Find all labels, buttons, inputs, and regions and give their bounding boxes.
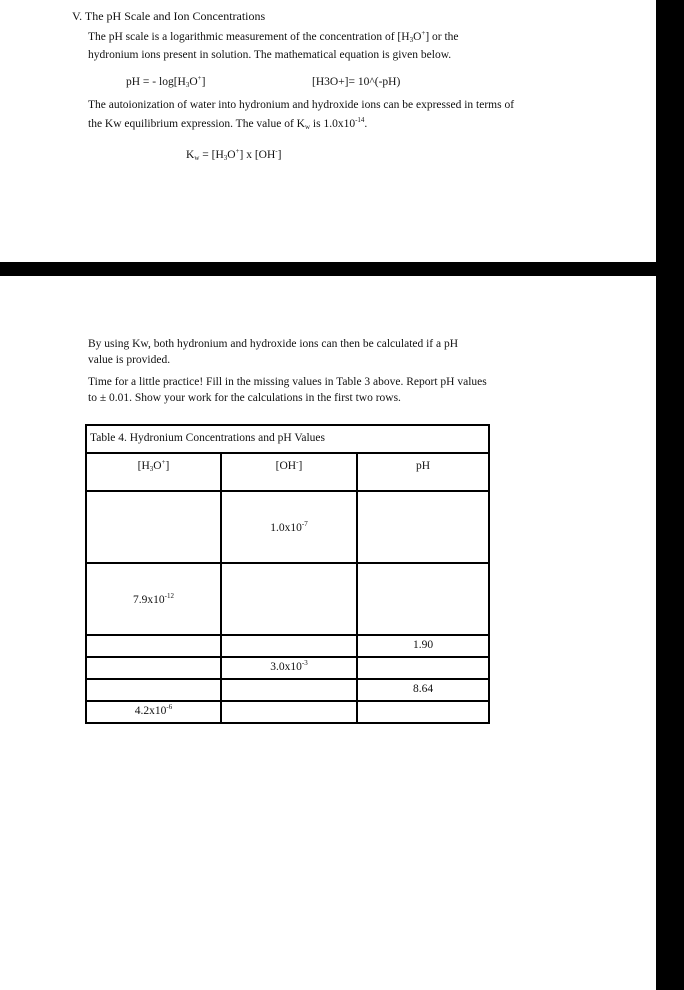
practice-line3: Time for a little practice! Fill in the missing values in Table 3 above. Report pH values — [88, 376, 487, 388]
cell-ph-empty[interactable] — [357, 491, 489, 563]
practice-line1: By using Kw, both hydronium and hydroxide ions can then be calculated if a pH — [88, 338, 459, 350]
cell-ph-empty[interactable] — [357, 701, 489, 723]
cell-h3o-value: $7.9x10^{-12}$ — [86, 563, 221, 635]
para1-line2: hydronium ions present in solution. The mathematical equation is given below. — [88, 49, 452, 61]
table-row — [86, 657, 489, 679]
header-oh: [OH-] — [221, 453, 357, 491]
cell-h3o-empty[interactable] — [86, 679, 221, 701]
cell-oh-empty[interactable] — [221, 563, 357, 635]
ph-equation: pH = - $\log[H_3O^+]$ — [126, 74, 206, 89]
cell-ph-empty[interactable] — [357, 563, 489, 635]
table-row — [86, 635, 489, 657]
page-divider-bar — [0, 262, 684, 276]
cell-ph-value: 8.64 — [357, 679, 489, 701]
cell-h3o-empty[interactable] — [86, 635, 221, 657]
section-title: V. The pH Scale and Ion Concentrations — [72, 9, 266, 23]
cell-oh-value: $1.0x10^{-7}$ — [221, 491, 357, 563]
para1-line1: The pH scale is a logarithmic measurement of the concentration of $[H_3O^+]$ or the — [88, 29, 459, 44]
cell-oh-empty[interactable] — [221, 701, 357, 723]
para2-line1: The autoionization of water into hydronium and hydroxide ions can be expressed in terms of — [88, 99, 515, 111]
table-row — [86, 491, 489, 563]
cell-h3o-empty[interactable] — [86, 491, 221, 563]
cell-ph-empty[interactable] — [357, 657, 489, 679]
cell-oh-value: $3.0x10^{-3}$ — [221, 657, 357, 679]
cell-ph-value: 1.90 — [357, 635, 489, 657]
cell-h3o-empty[interactable] — [86, 657, 221, 679]
table-row — [86, 679, 489, 701]
para2-line2: the Kw equilibrium expression. The value of $K_w$ is $1.0x10^{-14}$. — [88, 116, 368, 131]
table-caption: Table 4. Hydronium Concentrations and pH Values — [86, 425, 489, 453]
cell-h3o-value: $4.2x10^{-6}$ — [86, 701, 221, 723]
table-4 — [85, 424, 490, 724]
cell-oh-empty[interactable] — [221, 635, 357, 657]
table-row — [86, 701, 489, 723]
kw-equation: $K_w = [H_3O^+]$ x [OH-] — [186, 147, 282, 162]
right-black-border — [656, 0, 684, 990]
header-ph: pH — [357, 453, 489, 491]
h3o-equation: [H3O+]= 10^(-pH) — [312, 76, 401, 88]
practice-line2: value is provided. — [88, 354, 171, 366]
practice-line4: to ± 0.01. Show your work for the calculations in the first two rows. — [88, 392, 401, 404]
cell-oh-empty[interactable] — [221, 679, 357, 701]
header-h3o: $[H_3O^+]$ — [86, 453, 221, 491]
table-row — [86, 563, 489, 635]
